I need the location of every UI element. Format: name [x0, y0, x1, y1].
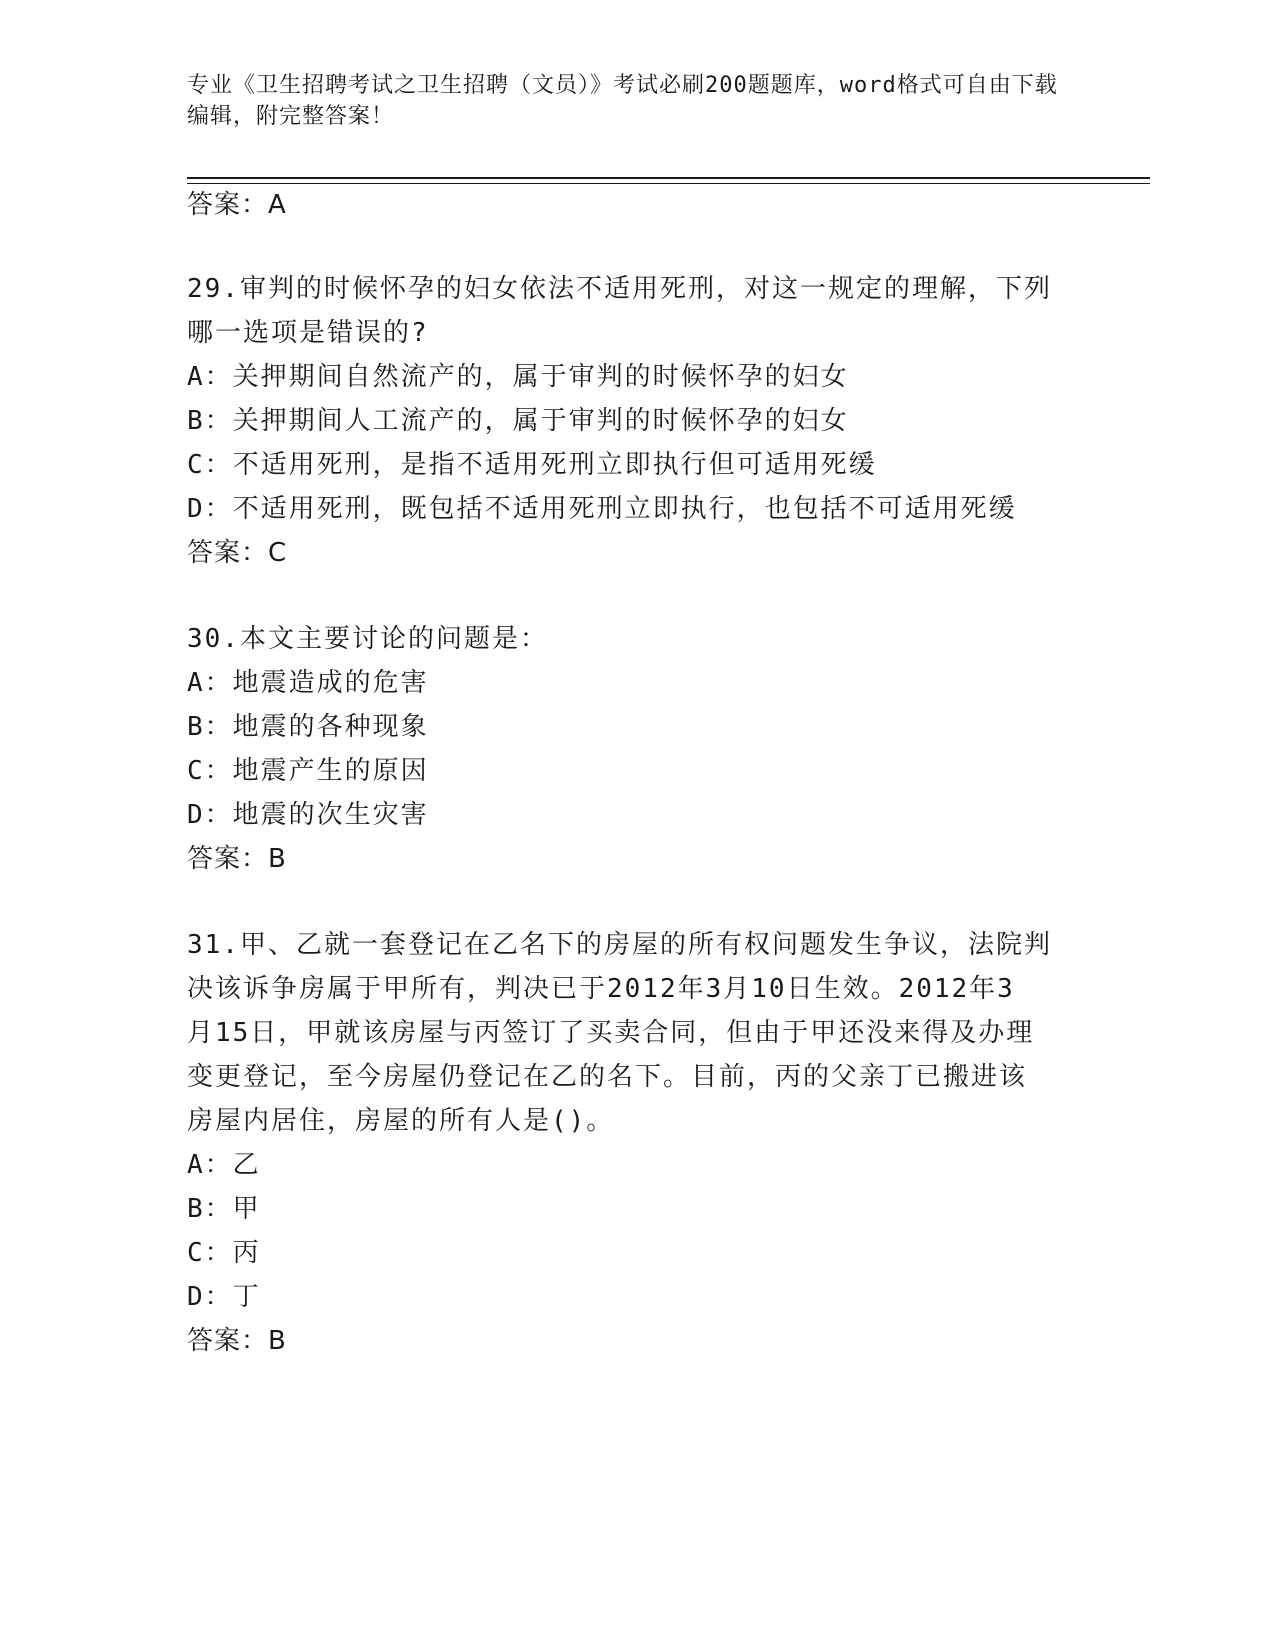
question-31-line-1: 31.甲、乙就一套登记在乙名下的房屋的所有权问题发生争议，法院判: [187, 930, 1052, 960]
question-30-option-a: A：地震造成的危害: [187, 668, 429, 698]
question-30-line-1: 30.本文主要讨论的问题是：: [187, 624, 548, 654]
question-31-option-a: A：乙: [187, 1150, 261, 1180]
question-30-option-d: D：地震的次生灾害: [187, 800, 429, 830]
question-29-option-c: C：不适用死刑，是指不适用死刑立即执行但可适用死缓: [187, 450, 877, 480]
question-29-line-2: 哪一选项是错误的?: [187, 318, 429, 348]
question-29-option-b: B：关押期间人工流产的，属于审判的时候怀孕的妇女: [187, 406, 849, 436]
question-31-option-c: C：丙: [187, 1238, 261, 1268]
question-31-line-5: 房屋内居住，房屋的所有人是()。: [187, 1106, 615, 1136]
question-29-line-1: 29.审判的时候怀孕的妇女依法不适用死刑，对这一规定的理解，下列: [187, 274, 1052, 304]
question-30-option-c: C：地震产生的原因: [187, 756, 429, 786]
question-30-answer: 答案：B: [187, 844, 287, 874]
question-31-option-b: B：甲: [187, 1194, 261, 1224]
question-31-line-3: 月15日，甲就该房屋与丙签订了买卖合同，但由于甲还没来得及办理: [187, 1018, 1035, 1048]
question-29-option-a: A：关押期间自然流产的，属于审判的时候怀孕的妇女: [187, 362, 849, 392]
question-30-option-b: B：地震的各种现象: [187, 712, 429, 742]
header-rule-thin: [187, 183, 1150, 184]
header-rule-thick: [187, 177, 1150, 179]
question-29-option-d: D：不适用死刑，既包括不适用死刑立即执行，也包括不可适用死缓: [187, 494, 1017, 524]
question-31-answer: 答案：B: [187, 1326, 287, 1356]
question-29-answer: 答案：C: [187, 538, 288, 568]
previous-answer: 答案：A: [187, 190, 287, 220]
question-31-line-2: 决该诉争房属于甲所有，判决已于2012年3月10日生效。2012年3: [187, 974, 1015, 1004]
question-31-option-d: D：丁: [187, 1282, 261, 1312]
question-31-line-4: 变更登记，至今房屋仍登记在乙的名下。目前，丙的父亲丁已搬进该: [187, 1062, 1028, 1092]
document-header: 专业《卫生招聘考试之卫生招聘（文员）》考试必刷200题题库，word格式可自由下载编辑，附完整答案！: [187, 73, 1058, 129]
